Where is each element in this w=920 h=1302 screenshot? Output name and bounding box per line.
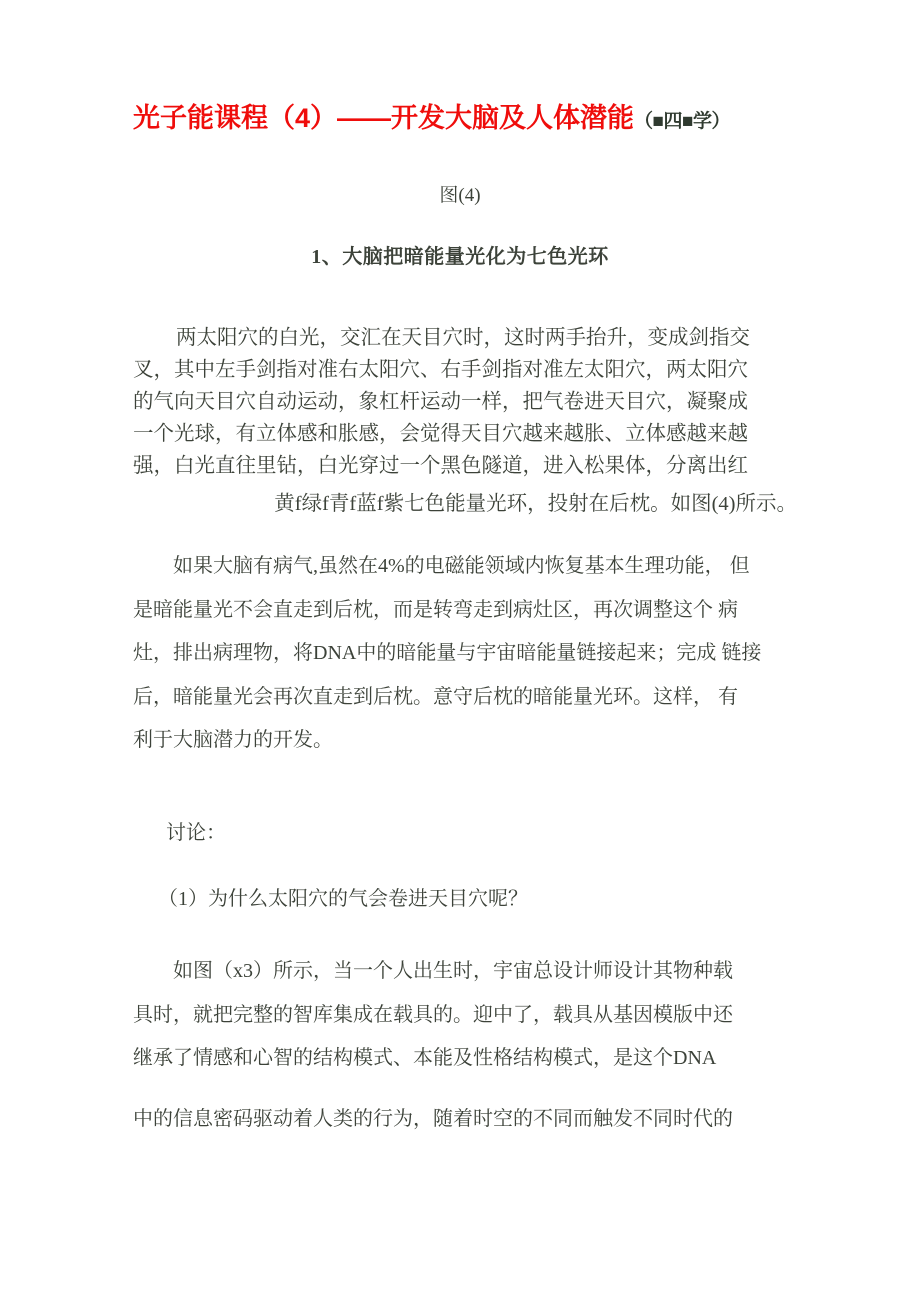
paragraph-line: 的气向天目穴自动运动，象杠杆运动一样，把气卷进天目穴，凝聚成 <box>133 391 748 413</box>
paragraph-body-1 <box>133 322 797 482</box>
paragraph-line: 如图（x3）所示，当一个人出生时，宇宙总设计师设计其物种载 <box>173 960 733 982</box>
paragraph-body-3 <box>133 950 797 1081</box>
paragraph-line: 后，暗能量光会再次直走到后枕。意守后枕的暗能量光环。这样， 有 <box>133 685 738 708</box>
discussion-label: 讨论： <box>166 822 226 844</box>
paragraph-line: 是暗能量光不会直走到后枕，而是转弯走到病灶区，再次调整这个 病 <box>133 598 738 621</box>
paragraph-line: 强，白光直往里钻，白光穿过一个黑色隧道，进入松果体，分离出红 <box>133 455 748 477</box>
paragraph-body-4 <box>133 1098 797 1142</box>
paragraph-line: 继承了情感和心智的结构模式、本能及性格结构模式，是这个DNA <box>133 1047 717 1069</box>
paragraph-line: 两太阳穴的白光，交汇在天目穴时，这时两手抬升，变成剑指交 <box>176 327 751 349</box>
figure-caption: 图(4) <box>439 185 481 206</box>
page-title <box>133 98 833 142</box>
color-ring-line: 黄f绿f青f蓝f紫七色能量光环，投射在后枕。如图(4)所示。 <box>274 493 797 515</box>
page-title-parenthetical: （■四■学） <box>634 111 730 132</box>
paragraph-line: 如果大脑有病气,虽然在4%的电磁能领域内恢复基本生理功能， 但 <box>173 555 750 577</box>
paragraph-line: 利于大脑潜力的开发。 <box>133 729 333 751</box>
paragraph-line: 具时，就把完整的智库集成在载具的。迎中了，载具从基因模版中还 <box>133 1003 733 1026</box>
discussion-question-1: （1）为什么太阳穴的气会卷进天目穴呢？ <box>158 888 528 910</box>
paragraph-body-2 <box>133 545 797 763</box>
section-heading-1: 1、大脑把暗能量光化为七色光环 <box>311 246 609 268</box>
page-title-main: 光子能课程（4）——开发大脑及人体潜能 <box>133 103 635 133</box>
paragraph-line: 叉，其中左手剑指对准右太阳穴、右手剑指对准左太阳穴，两太阳穴 <box>133 359 748 381</box>
paragraph-line: 一个光球，有立体感和胀感，会觉得天目穴越来越胀、立体感越来越 <box>133 423 748 445</box>
paragraph-line: 中的信息密码驱动着人类的行为，随着时空的不同而触发不同时代的 <box>133 1108 733 1130</box>
paragraph-line: 灶，排出病理物，将DNA中的暗能量与宇宙暗能量链接起来；完成 链接 <box>133 642 762 664</box>
